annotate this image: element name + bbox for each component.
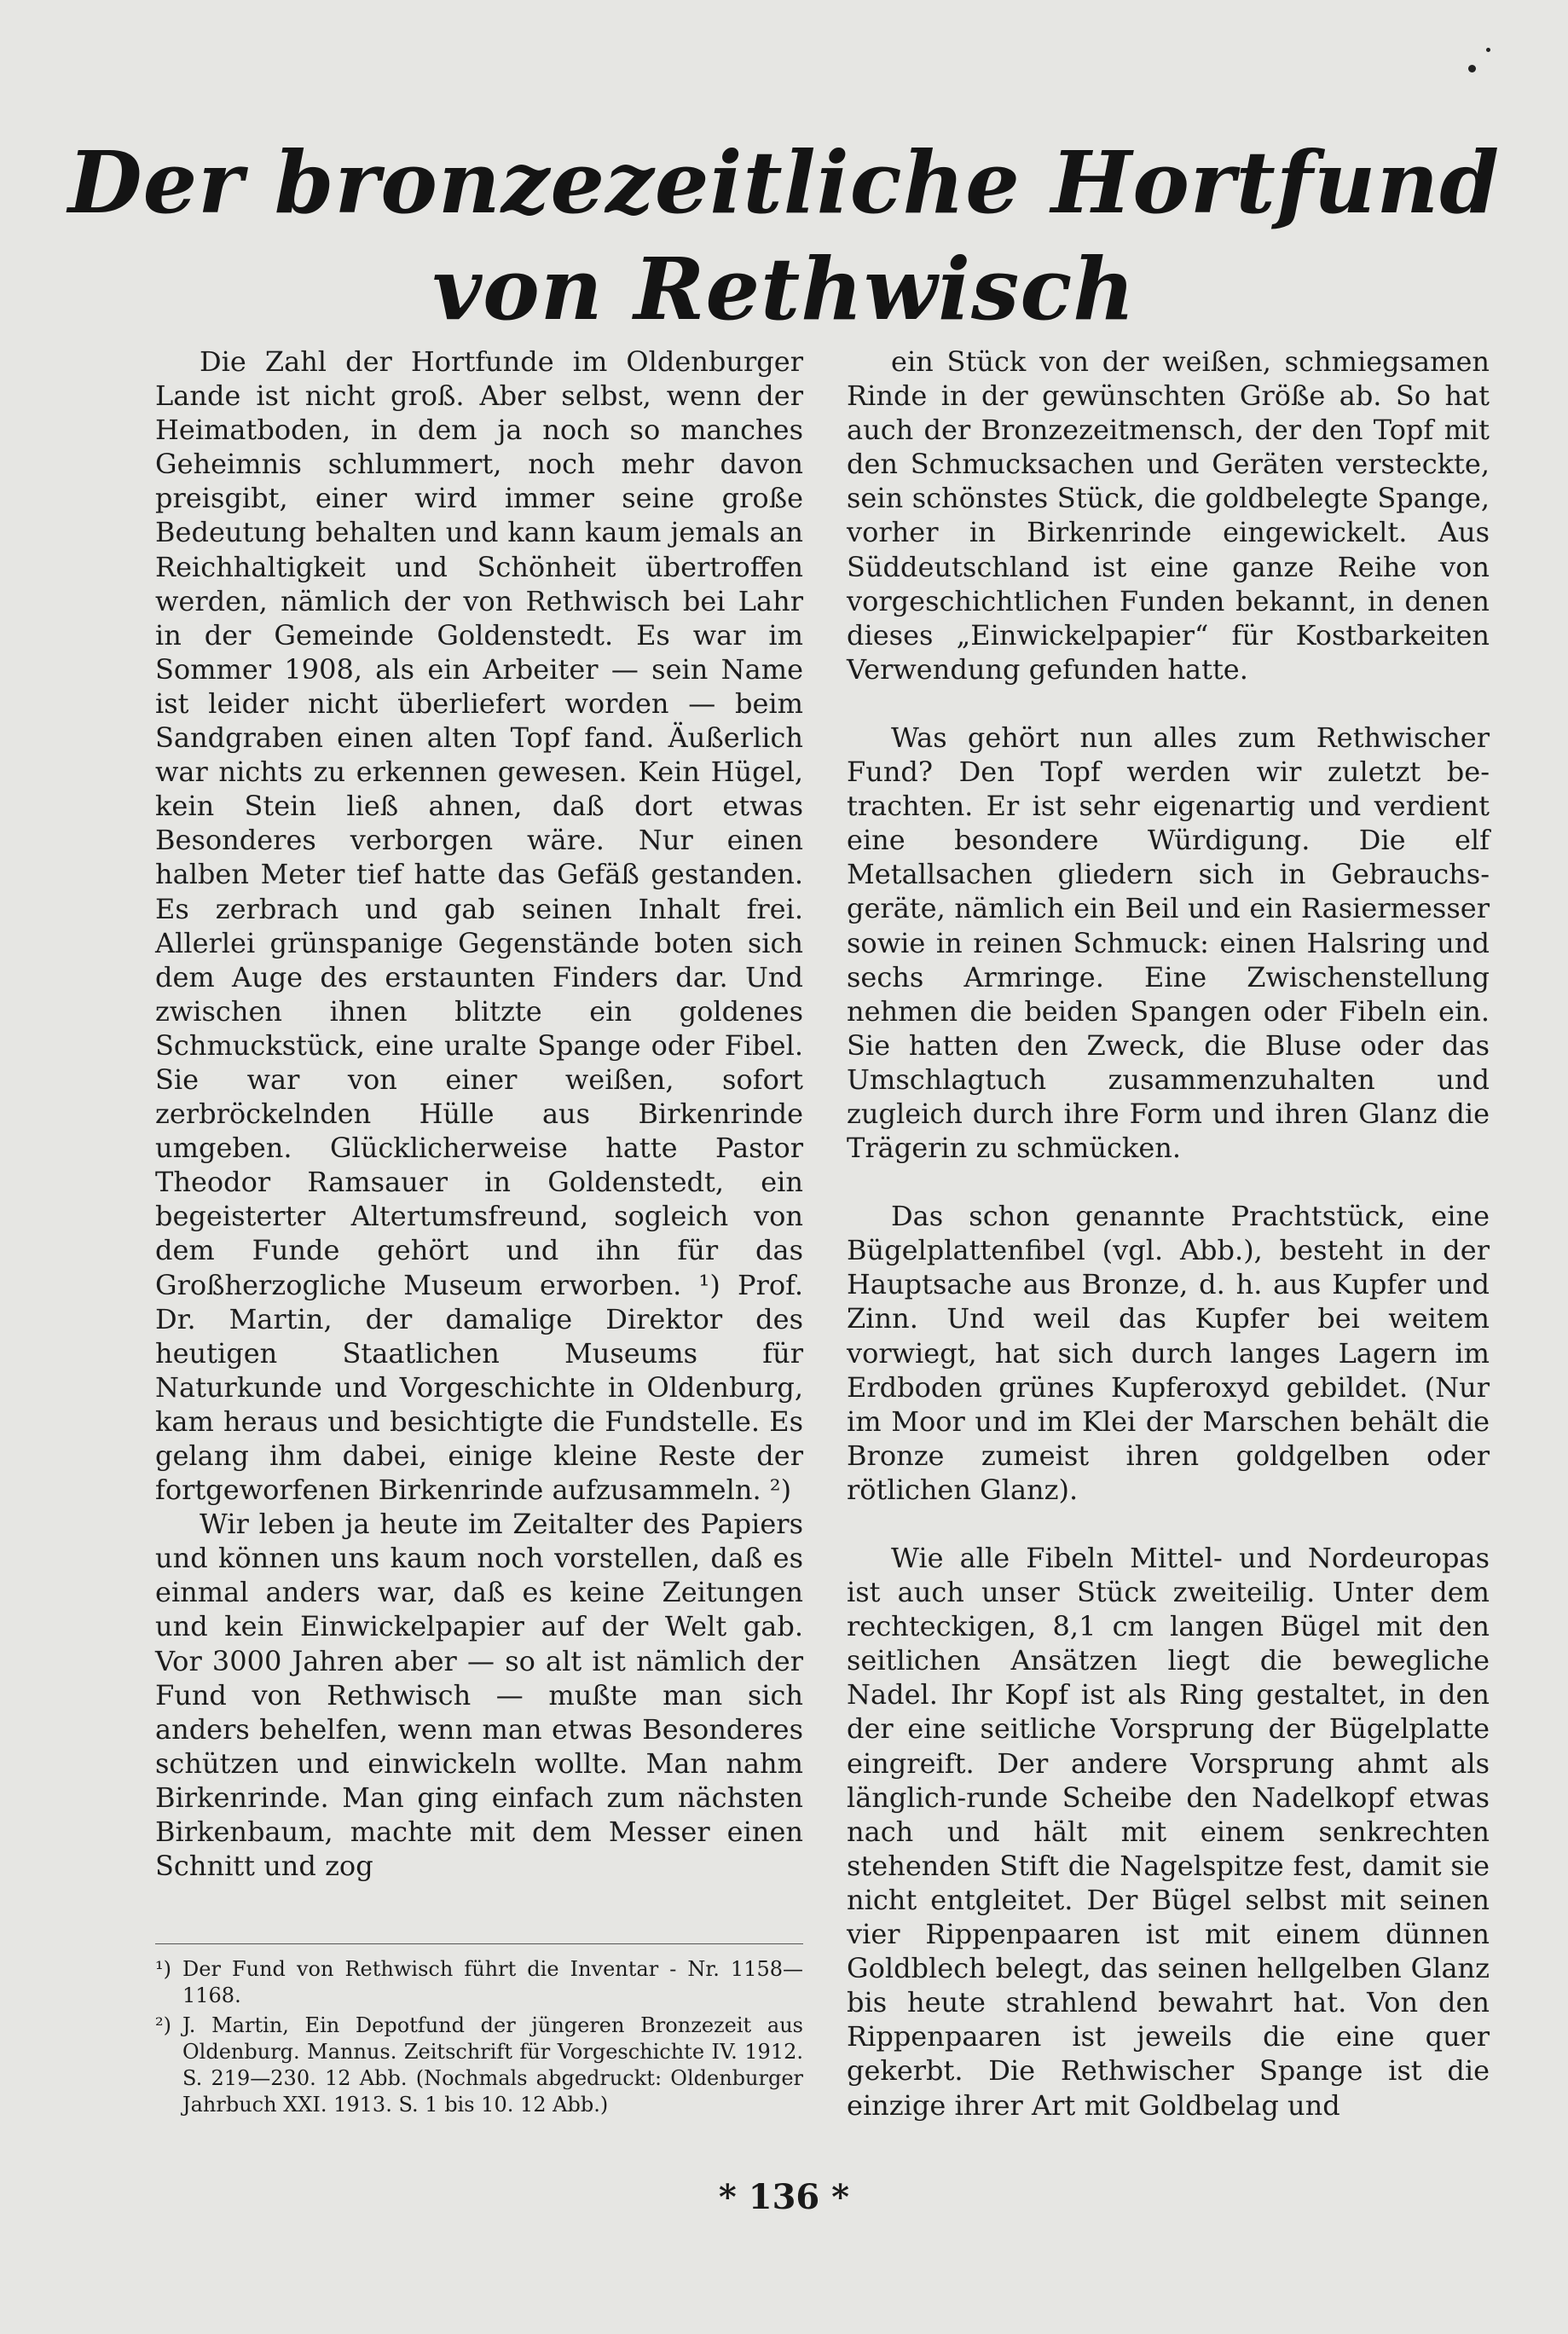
article-title-line-2: von Rethwisch	[432, 239, 1136, 339]
footnote-number: ¹)	[155, 1957, 171, 1981]
paragraph: Was gehört nun alles zum Rethwischer Fund? Den Topf werden wir zuletzt betrachten. Er ist sehr eigenartig und verdient eine besondere Würdigung. Die elf Metallsachen gliedern sich in Gebrauchsgeräte, nämlich ein Beil und ein Rasiermesser sowie in reinen Schmuck: einen Halsring und sechs Armringe. Eine Zwischenstellung nehmen die beiden Spangen oder Fibeln ein. Sie hatten den Zweck, die Bluse oder das Umschlagtuch zusammenzuhalten und zugleich durch ihre Form und ihren Glanz die Trägerin zu schmücken.	[847, 721, 1490, 1165]
paragraph: Wir leben ja heute im Zeitalter des Papiers und können uns kaum noch vorstellen, daß es einmal anders war, daß es keine Zeitungen und kein Einwickelpapier auf der Welt gab. Vor 3000 Jahren aber — so alt ist nämlich der Fund von Rethwisch — mußte man sich anders behelfen, wenn man etwas Besonderes schützen und einwickeln wollte. Man nahm Birkenrinde. Man ging einfach zum nächsten Birkenbaum, machte mit dem Messer einen Schnitt und zog	[155, 1508, 803, 1883]
footnote-text: Der Fund von Rethwisch führt die Inventar - Nr. 1158—1168.	[182, 1957, 803, 2007]
left-column	[155, 345, 803, 1883]
page-number: * 136 *	[718, 2177, 850, 2217]
paragraph: Wie alle Fibeln Mittel- und Nordeuropas ist auch unser Stück zweiteilig. Unter dem rechteckigen, 8,1 cm langen Bügel mit den seitlichen Ansätzen liegt die bewegliche Nadel. Ihr Kopf ist als Ring gestaltet, in den der eine seitliche Vorsprung der Bügelplatte eingreift. Der andere Vorsprung ahmt als länglich-runde Scheibe den Nadelkopf etwas nach und hält mit einem senkrechten stehenden Stift die Nagelspitze fest, damit sie nicht entgleitet. Der Bügel selbst mit seinen vier Rippenpaaren ist mit einem dünnen Goldblech belegt, das seinen hellgelben Glanz bis heute strahlend bewahrt hat. Von den Rippenpaaren ist jeweils die eine quer gekerbt. Die Rethwischer Spange ist die einzige ihrer Art mit Goldbelag und	[847, 1542, 1490, 2122]
paragraph: Das schon genannte Prachtstück, eine Bügelplattenfibel (vgl. Abb.), besteht in der Hauptsache aus Bronze, d. h. aus Kupfer und Zinn. Und weil das Kupfer bei weitem vorwiegt, hat sich durch langes Lagern im Erdboden grünes Kupferoxyd gebildet. (Nur im Moor und im Klei der Marschen behält die Bronze zumeist ihren goldgelben oder rötlichen Glanz).	[847, 1200, 1490, 1506]
footnote	[155, 2013, 803, 2118]
print-speck	[1486, 48, 1490, 52]
footnote-number: ²)	[155, 2013, 171, 2037]
footnote-text: J. Martin, Ein Depotfund der jüngeren Bronzezeit aus Oldenburg. Mannus. Zeitschrift für Vorgeschichte IV. 1912. S. 219—230. 12 Abb. (Nochmals abgedruckt: Oldenburger Jahrbuch XXI. 1913. S. 1 bis 10. 12 Abb.)	[182, 2013, 803, 2117]
footnote	[155, 1956, 803, 2009]
footnotes	[155, 1943, 803, 2118]
right-column	[847, 345, 1490, 2123]
article-title-line-1: Der bronzezeitliche Hortfund	[67, 132, 1501, 233]
paragraph: Die Zahl der Hortfunde im Oldenburger Lande ist nicht groß. Aber selbst, wenn der Heimatboden, in dem ja noch so manches Geheimnis schlummert, noch mehr davon preisgibt, einer wird immer seine große Bedeutung behalten und kann kaum jemals an Reichhaltigkeit und Schönheit übertroffen werden, nämlich der von Rethwisch bei Lahr in der Gemeinde Goldenstedt. Es war im Sommer 1908, als ein Arbeiter — sein Name ist leider nicht überliefert worden — beim Sandgraben einen alten Topf fand. Äußerlich war nichts zu erkennen gewesen. Kein Hügel, kein Stein ließ ahnen, daß dort etwas Besonderes verborgen wäre. Nur einen halben Meter tief hatte das Gefäß gestanden. Es zerbrach und gab seinen Inhalt frei. Allerlei grünspanige Gegenstände boten sich dem Auge des erstaunten Finders dar. Und zwischen ihnen blitzte ein goldenes Schmuckstück, eine uralte Spange oder Fibel. Sie war von einer weißen, sofort zerbröckelnden Hülle aus Birkenrinde umgeben. Glücklicherweise hatte Pastor Theodor Ramsauer in Goldenstedt, ein begeisterter Altertumsfreund, sogleich von dem Funde gehört und ihn für das Großherzogliche Museum erworben. ¹) Prof. Dr. Martin, der damalige Direktor des heutigen Staatlichen Museums für Naturkunde und Vorgeschichte in Oldenburg, kam heraus und besichtigte die Fundstelle. Es gelang ihm dabei, einige kleine Reste der fortgeworfenen Birkenrinde aufzusammeln. ²)	[155, 345, 803, 1507]
print-speck	[1468, 65, 1476, 72]
paragraph: ein Stück von der weißen, schmiegsamen Rinde in der gewünschten Größe ab. So hat auch der Bronzezeitmensch, der den Topf mit den Schmucksachen und Geräten versteckte, sein schönstes Stück, die goldbelegte Spange, vorher in Birkenrinde eingewickelt. Aus Süddeutschland ist eine ganze Reihe von vorgeschichtlichen Funden bekannt, in denen dieses „Einwickelpapier“ für Kostbarkeiten Verwendung gefunden hatte.	[847, 345, 1490, 686]
